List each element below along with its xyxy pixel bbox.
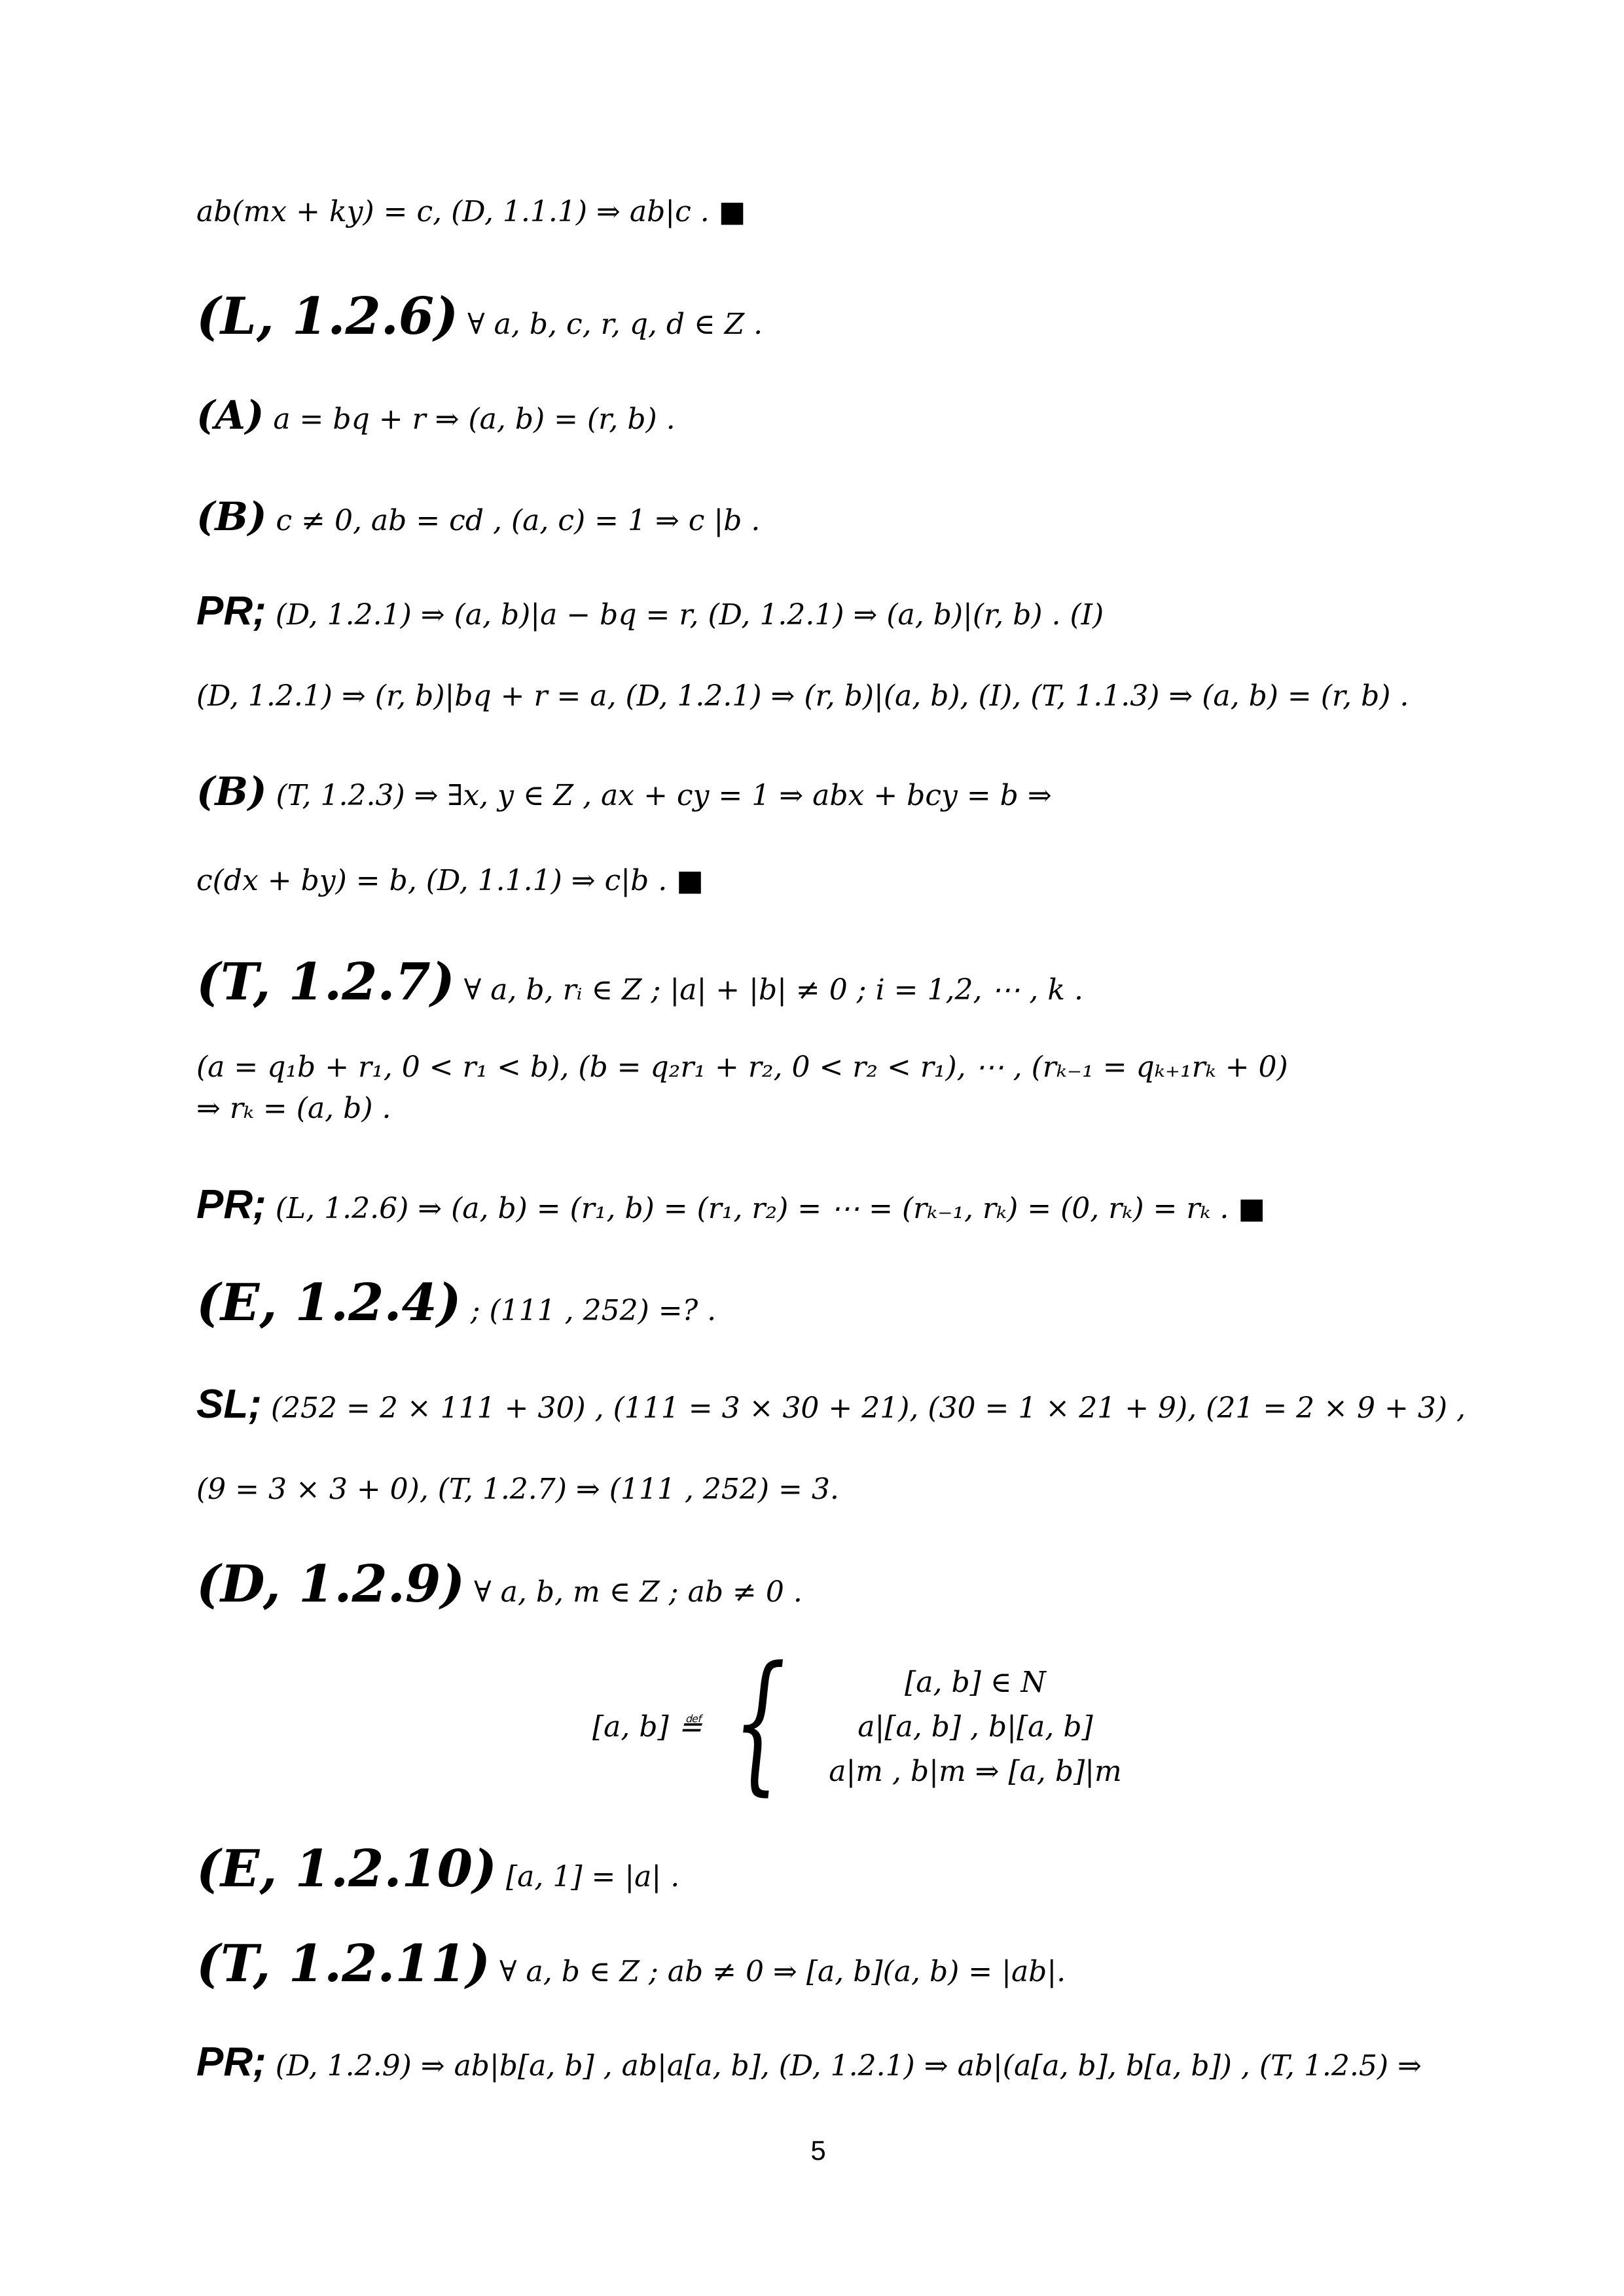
- left-brace-icon: {: [733, 1635, 786, 1810]
- proof-1-cont-text: (D, 1.2.1) ⇒ (r, b)|bq + r = a, (D, 1.2.1) ⇒ (r, b)|(a, b), (I), (T, 1.1.3) ⇒ (a, b) = (r, b) .: [196, 679, 1409, 713]
- page-number: 5: [810, 2135, 826, 2166]
- proof-1-text: (D, 1.2.1) ⇒ (a, b)|a − bq = r, (D, 1.2.1) ⇒ (a, b)|(r, b) . (I): [266, 598, 1104, 632]
- theorem-1-2-7-label: (T, 1.2.7): [196, 952, 455, 1012]
- theorem-1-2-11: [196, 1934, 1066, 1994]
- proof-b: [196, 769, 1052, 815]
- theorem-1-2-7: [196, 952, 1083, 1012]
- proof-b-text: (T, 1.2.3) ⇒ ∃x, y ∈ Z , ax + cy = 1 ⇒ abx + bcy = b ⇒: [266, 779, 1052, 812]
- part-b: [196, 494, 760, 540]
- example-1-2-10-label: (E, 1.2.10): [196, 1839, 497, 1899]
- proof-2-keyword: PR;: [196, 1182, 266, 1227]
- proof-b-cont-text: c(dx + by) = b, (D, 1.1.1) ⇒ c|b . ■: [196, 864, 704, 897]
- definition-1-2-9-text: ∀ a, b, m ∈ Z ; ab ≠ 0 .: [465, 1575, 803, 1609]
- proof-3: [196, 2039, 1422, 2085]
- lcm-case-2: a|[a, b] , b|[a, b]: [857, 1710, 1093, 1744]
- lcm-case-3: a|m , b|m ⇒ [a, b]|m: [829, 1755, 1122, 1788]
- solution-keyword: SL;: [196, 1382, 262, 1427]
- lcm-definition-cases: [779, 1659, 1172, 1810]
- proof-1-cont: [196, 679, 1409, 713]
- solution-cont-text: (9 = 3 × 3 + 0), (T, 1.2.7) ⇒ (111 , 252) = 3.: [196, 1473, 839, 1506]
- lcm-case-1: [a, b] ∈ N: [905, 1666, 1046, 1699]
- line-1: [196, 195, 746, 228]
- lcm-definition: [592, 1635, 1122, 1810]
- part-a-label: (A): [196, 393, 264, 439]
- proof-1-keyword: PR;: [196, 588, 266, 634]
- theorem-1-2-7-body-2-text: ⇒ rₖ = (a, b) .: [196, 1092, 391, 1125]
- proof-b-label: (B): [196, 769, 267, 815]
- theorem-1-2-7-text: ∀ a, b, rᵢ ∈ Z ; |a| + |b| ≠ 0 ; i = 1,2, ⋯ , k .: [454, 973, 1084, 1007]
- lemma-1-2-6-label: (L, 1.2.6): [196, 287, 459, 346]
- proof-3-keyword: PR;: [196, 2039, 266, 2085]
- theorem-1-2-7-body-1-text: (a = q₁b + r₁, 0 < r₁ < b), (b = q₂r₁ + r₂, 0 < r₂ < r₁), ⋯ , (rₖ₋₁ = qₖ₊₁rₖ + 0): [196, 1050, 1288, 1084]
- theorem-1-2-7-body-1: [196, 1050, 1288, 1084]
- proof-2-text: (L, 1.2.6) ⇒ (a, b) = (r₁, b) = (r₁, r₂) = ⋯ = (rₖ₋₁, rₖ) = (0, rₖ) = rₖ . ■: [266, 1192, 1265, 1225]
- solution-cont: [196, 1473, 839, 1506]
- proof-2: [196, 1181, 1265, 1228]
- solution: [196, 1381, 1466, 1427]
- definition-1-2-9: [196, 1554, 803, 1614]
- solution-text: (252 = 2 × 111 + 30) , (111 = 3 × 30 + 21), (30 = 1 × 21 + 9), (21 = 2 × 9 + 3) ,: [261, 1391, 1466, 1425]
- lcm-definition-lhs: [a, b] ≝: [592, 1710, 702, 1744]
- proof-1: [196, 588, 1104, 634]
- line-1-text: ab(mx + ky) = c, (D, 1.1.1) ⇒ ab|c . ■: [196, 195, 746, 228]
- theorem-1-2-11-text: ∀ a, b ∈ Z ; ab ≠ 0 ⇒ [a, b](a, b) = |ab|.: [490, 1955, 1066, 1988]
- proof-b-cont: [196, 864, 704, 897]
- part-b-label: (B): [196, 494, 267, 540]
- part-a: [196, 393, 676, 439]
- proof-3-text: (D, 1.2.9) ⇒ ab|b[a, b] , ab|a[a, b], (D, 1.2.1) ⇒ ab|(a[a, b], b[a, b]) , (T, 1.2.5) ⇒: [266, 2049, 1422, 2083]
- theorem-1-2-11-label: (T, 1.2.11): [196, 1934, 490, 1994]
- lemma-1-2-6: [196, 287, 763, 346]
- part-a-text: a = bq + r ⇒ (a, b) = (r, b) .: [264, 403, 676, 436]
- example-1-2-10-text: [a, 1] = |a| .: [496, 1860, 680, 1893]
- part-b-text: c ≠ 0, ab = cd , (a, c) = 1 ⇒ c |b .: [266, 504, 761, 537]
- example-1-2-4-label: (E, 1.2.4): [196, 1273, 461, 1333]
- definition-1-2-9-label: (D, 1.2.9): [196, 1554, 465, 1614]
- theorem-1-2-7-body-2: [196, 1092, 391, 1125]
- example-1-2-4: [196, 1273, 716, 1333]
- example-1-2-10: [196, 1839, 679, 1899]
- example-1-2-4-text: ; (111 , 252) =? .: [461, 1294, 717, 1327]
- lemma-1-2-6-text: ∀ a, b, c, r, q, d ∈ Z .: [458, 308, 763, 341]
